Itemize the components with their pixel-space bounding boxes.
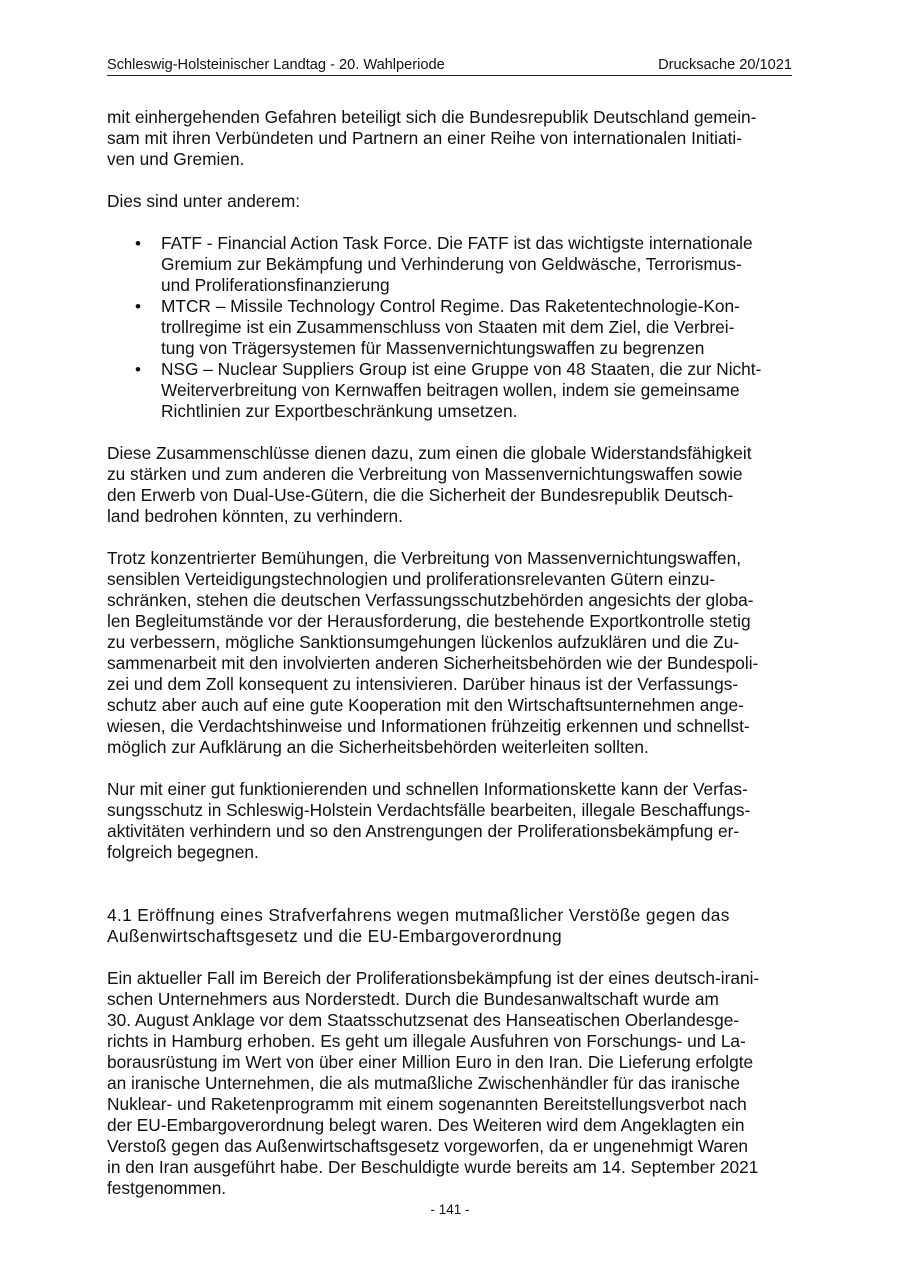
page-header xyxy=(107,57,792,76)
section-heading xyxy=(107,905,793,947)
text-line: Weiterverbreitung von Kernwaffen beitragen wollen, indem sie gemeinsame xyxy=(161,380,740,400)
text-line: mit einhergehenden Gefahren beteiligt sich die Bundesrepublik Deutschland gemein- xyxy=(107,107,757,127)
list-item xyxy=(107,296,793,359)
document-body xyxy=(107,107,793,1199)
text-line: ven und Gremien. xyxy=(107,149,245,169)
text-line: zei und dem Zoll konsequent zu intensivieren. Darüber hinaus ist der Verfassungs- xyxy=(107,674,739,694)
text-line: und Proliferationsfinanzierung xyxy=(161,275,390,295)
paragraph-challenges xyxy=(107,548,793,758)
text-line: borausrüstung im Wert von über einer Million Euro in den Iran. Die Lieferung erfolgte xyxy=(107,1052,754,1072)
bullet-icon: • xyxy=(135,297,141,316)
text-line: Nur mit einer gut funktionierenden und schnellen Informationskette kann der Verfas- xyxy=(107,779,748,799)
list-item xyxy=(107,233,793,296)
text-line: 30. August Anklage vor dem Staatsschutzsenat des Hanseatischen Oberlandesge- xyxy=(107,1010,740,1030)
text-line: aktivitäten verhindern und so den Anstrengungen der Proliferationsbekämpfung er- xyxy=(107,821,740,841)
text-line: an iranische Unternehmen, die als mutmaßliche Zwischenhändler für das iranische xyxy=(107,1073,740,1093)
text-line: wiesen, die Verdachtshinweise und Informationen frühzeitig erkennen und schnellst- xyxy=(107,716,750,736)
text-line: sammenarbeit mit den involvierten anderen Sicherheitsbehörden wie der Bundespoli- xyxy=(107,653,759,673)
text-line: Verstoß gegen das Außenwirtschaftsgesetz vorgeworfen, da er ungenehmigt Waren xyxy=(107,1136,749,1156)
paragraph-case xyxy=(107,968,793,1199)
paragraph-information-chain xyxy=(107,779,793,863)
document-number: Drucksache 20/1021 xyxy=(658,57,792,73)
text-line: land bedrohen könnten, zu verhindern. xyxy=(107,506,403,526)
heading-line: Außenwirtschaftsgesetz und die EU-Embargoverordnung xyxy=(107,926,562,946)
bullet-icon: • xyxy=(135,234,141,253)
text-line: schutz aber auch auf eine gute Kooperation mit den Wirtschaftsunternehmen ange- xyxy=(107,695,744,715)
header-title: Schleswig-Holsteinischer Landtag - 20. Wahlperiode xyxy=(107,57,445,73)
heading-line: 4.1 Eröffnung eines Strafverfahrens wegen mutmaßlicher Verstöße gegen das xyxy=(107,905,730,925)
page-number: - 141 - xyxy=(430,1202,470,1217)
text-line: tung von Trägersystemen für Massenvernichtungswaffen zu begrenzen xyxy=(161,338,705,358)
text-line: zu stärken und zum anderen die Verbreitung von Massenvernichtungswaffen sowie xyxy=(107,464,743,484)
text-line: richts in Hamburg erhoben. Es geht um illegale Ausfuhren von Forschungs- und La- xyxy=(107,1031,746,1051)
text-line: folgreich begegnen. xyxy=(107,842,259,862)
text-line: Trotz konzentrierter Bemühungen, die Verbreitung von Massenvernichtungswaffen, xyxy=(107,548,742,568)
paragraph-purpose xyxy=(107,443,793,527)
text-line: Nuklear- und Raketenprogramm mit einem sogenannten Bereitstellungsverbot nach xyxy=(107,1094,747,1114)
text-line: NSG – Nuclear Suppliers Group ist eine Gruppe von 48 Staaten, die zur Nicht- xyxy=(161,359,762,379)
organizations-list xyxy=(107,233,793,422)
text-line: schen Unternehmers aus Norderstedt. Durch die Bundesanwaltschaft wurde am xyxy=(107,989,719,1009)
text-line: sungsschutz in Schleswig-Holstein Verdachtsfälle bearbeiten, illegale Beschaffungs- xyxy=(107,800,751,820)
text-line: schränken, stehen die deutschen Verfassungsschutzbehörden angesichts der globa- xyxy=(107,590,754,610)
text-line: Dies sind unter anderem: xyxy=(107,191,301,211)
text-line: len Begleitumstände vor der Herausforderung, die bestehende Exportkontrolle stetig xyxy=(107,611,751,631)
text-line: festgenommen. xyxy=(107,1178,227,1198)
text-line: den Erwerb von Dual-Use-Gütern, die die Sicherheit der Bundesrepublik Deutsch- xyxy=(107,485,734,505)
text-line: der EU-Embargoverordnung belegt waren. Des Weiteren wird dem Angeklagten ein xyxy=(107,1115,745,1135)
text-line: sam mit ihren Verbündeten und Partnern an einer Reihe von internationalen Initiati- xyxy=(107,128,742,148)
text-line: Diese Zusammenschlüsse dienen dazu, zum einen die globale Widerstandsfähigkeit xyxy=(107,443,752,463)
text-line: MTCR – Missile Technology Control Regime. Das Raketentechnologie-Kon- xyxy=(161,296,740,316)
text-line: FATF - Financial Action Task Force. Die FATF ist das wichtigste internationale xyxy=(161,233,753,253)
list-intro xyxy=(107,191,793,212)
text-line: Ein aktueller Fall im Bereich der Proliferationsbekämpfung ist der eines deutsch-irani- xyxy=(107,968,760,988)
text-line: in den Iran ausgeführt habe. Der Beschuldigte wurde bereits am 14. September 2021 xyxy=(107,1157,759,1177)
intro-paragraph xyxy=(107,107,793,170)
bullet-icon: • xyxy=(135,360,141,379)
text-line: möglich zur Aufklärung an die Sicherheitsbehörden weiterleiten sollten. xyxy=(107,737,649,757)
text-line: Richtlinien zur Exportbeschränkung umsetzen. xyxy=(161,401,518,421)
text-line: zu verbessern, mögliche Sanktionsumgehungen lückenlos aufzuklären und die Zu- xyxy=(107,632,740,652)
text-line: sensiblen Verteidigungstechnologien und proliferationsrelevanten Gütern einzu- xyxy=(107,569,716,589)
text-line: trollregime ist ein Zusammenschluss von Staaten mit dem Ziel, die Verbrei- xyxy=(161,317,735,337)
text-line: Gremium zur Bekämpfung und Verhinderung von Geldwäsche, Terrorismus- xyxy=(161,254,742,274)
list-item xyxy=(107,359,793,422)
